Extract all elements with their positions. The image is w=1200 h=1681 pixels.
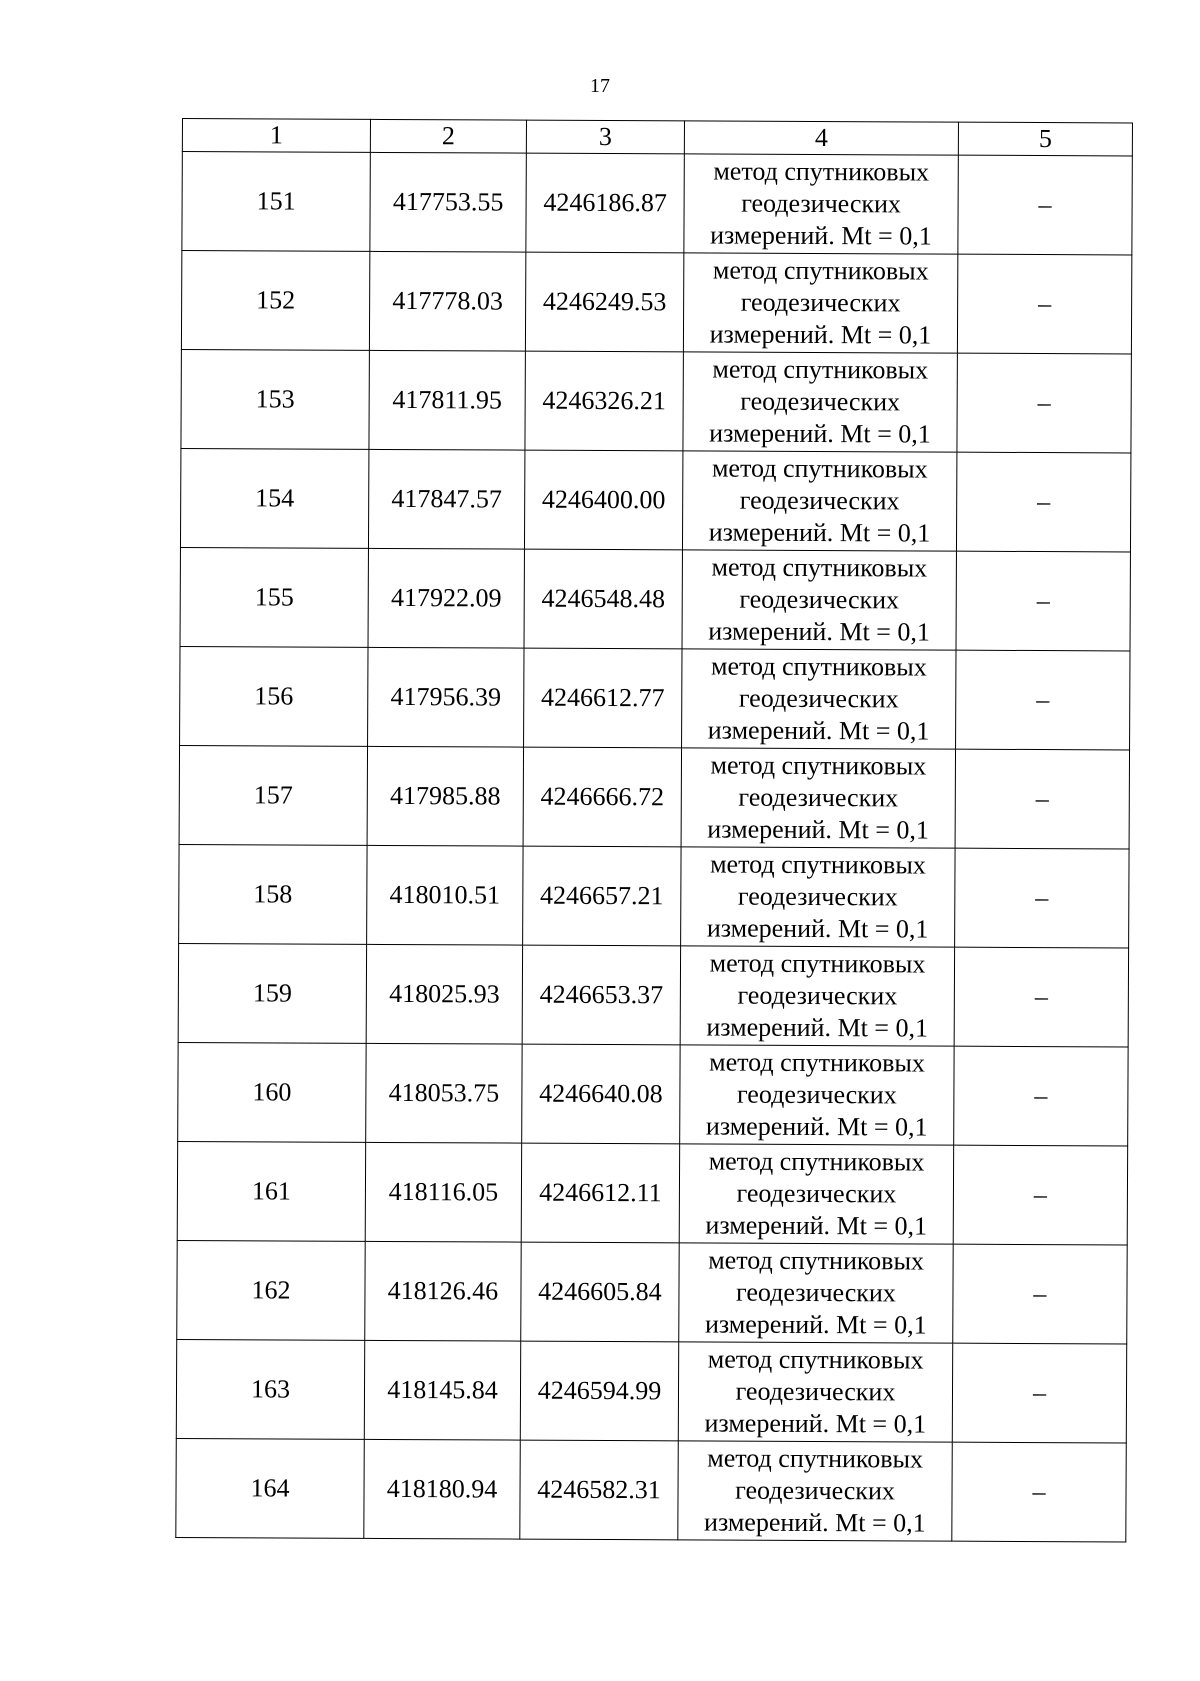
point-number-cell: 156 xyxy=(180,646,368,746)
x-coordinate-cell: 417811.95 xyxy=(369,350,525,450)
method-line: измерений. Mt = 0,1 xyxy=(707,715,930,746)
table-row xyxy=(179,745,1129,848)
method-line: измерений. Mt = 0,1 xyxy=(707,814,930,845)
method-line: метод спутниковых xyxy=(710,750,927,781)
point-number-cell: 158 xyxy=(179,844,367,944)
method-line: измерений. Mt = 0,1 xyxy=(706,1012,929,1043)
method-line: измерений. Mt = 0,1 xyxy=(704,1507,926,1538)
x-coordinate-cell: 417753.55 xyxy=(370,152,526,252)
table-row xyxy=(176,1438,1126,1541)
description-cell: – xyxy=(953,1145,1127,1245)
method-line: метод спутниковых xyxy=(708,1245,925,1276)
method-line: измерений. Mt = 0,1 xyxy=(709,418,931,449)
table-row xyxy=(177,1141,1127,1244)
method-line: геодезических xyxy=(738,782,899,813)
method-line: метод спутниковых xyxy=(713,156,930,187)
method-line: метод спутниковых xyxy=(711,453,928,484)
method-line: геодезических xyxy=(740,287,901,318)
x-coordinate-cell: 418053.75 xyxy=(366,1043,522,1143)
y-coordinate-cell: 4246186.87 xyxy=(526,153,684,253)
point-number-cell: 153 xyxy=(181,349,369,449)
table-row xyxy=(180,448,1130,551)
method-cell xyxy=(680,946,954,1046)
point-number-cell: 163 xyxy=(176,1339,364,1439)
description-cell: – xyxy=(954,1046,1128,1146)
description-cell: – xyxy=(957,254,1131,354)
description-cell: – xyxy=(956,452,1130,552)
method-line: геодезических xyxy=(741,188,902,219)
method-line: геодезических xyxy=(736,1178,897,1209)
method-line: геодезических xyxy=(737,881,898,912)
y-coordinate-cell: 4246582.31 xyxy=(520,1440,678,1540)
method-line: метод спутниковых xyxy=(710,651,927,682)
method-line: метод спутниковых xyxy=(709,1047,925,1078)
method-cell xyxy=(684,154,958,254)
description-cell: – xyxy=(957,353,1131,453)
y-coordinate-cell: 4246605.84 xyxy=(521,1242,679,1342)
method-line: геодезических xyxy=(735,1475,895,1506)
table-row xyxy=(177,1240,1127,1343)
column-header-1: 1 xyxy=(182,119,370,153)
table-row xyxy=(180,547,1130,650)
method-cell xyxy=(681,847,955,947)
point-number-cell: 155 xyxy=(180,547,368,647)
method-line: геодезических xyxy=(737,980,898,1011)
method-line: геодезических xyxy=(740,386,901,417)
method-line: измерений. Mt = 0,1 xyxy=(704,1309,927,1340)
y-coordinate-cell: 4246653.37 xyxy=(522,945,680,1045)
method-cell xyxy=(681,748,955,848)
method-line: метод спутниковых xyxy=(709,948,926,979)
method-line: измерений. Mt = 0,1 xyxy=(705,1210,928,1241)
description-cell: – xyxy=(955,848,1129,948)
method-line: метод спутниковых xyxy=(711,552,928,583)
x-coordinate-cell: 418145.84 xyxy=(364,1340,520,1440)
table-body xyxy=(176,152,1133,1542)
method-cell xyxy=(683,253,957,353)
method-cell xyxy=(683,352,957,452)
table-row xyxy=(178,1042,1128,1145)
y-coordinate-cell: 4246400.00 xyxy=(524,450,682,550)
x-coordinate-cell: 417985.88 xyxy=(367,746,523,846)
method-line: геодезических xyxy=(735,1376,896,1407)
y-coordinate-cell: 4246612.77 xyxy=(524,648,682,748)
y-coordinate-cell: 4246249.53 xyxy=(525,252,683,352)
method-line: геодезических xyxy=(739,584,900,615)
x-coordinate-cell: 418025.93 xyxy=(366,944,522,1044)
method-cell xyxy=(682,451,956,551)
y-coordinate-cell: 4246594.99 xyxy=(520,1341,678,1441)
column-header-3: 3 xyxy=(526,120,684,154)
method-line: измерений. Mt = 0,1 xyxy=(709,319,932,350)
method-line: геодезических xyxy=(736,1277,896,1308)
y-coordinate-cell: 4246666.72 xyxy=(523,747,681,847)
column-header-2: 2 xyxy=(370,119,526,153)
x-coordinate-cell: 417778.03 xyxy=(369,251,525,351)
table-row xyxy=(180,646,1130,749)
description-cell: – xyxy=(953,1244,1127,1344)
description-cell: – xyxy=(952,1343,1126,1443)
point-number-cell: 162 xyxy=(177,1240,365,1340)
point-number-cell: 152 xyxy=(181,251,369,351)
x-coordinate-cell: 418010.51 xyxy=(367,845,523,945)
x-coordinate-cell: 418116.05 xyxy=(365,1142,521,1242)
page-number: 17 xyxy=(590,75,610,97)
method-line: измерений. Mt = 0,1 xyxy=(706,913,929,944)
description-cell: – xyxy=(956,551,1130,651)
method-line: геодезических xyxy=(736,1079,897,1110)
header-row xyxy=(182,119,1132,156)
x-coordinate-cell: 418180.94 xyxy=(364,1439,520,1539)
y-coordinate-cell: 4246657.21 xyxy=(523,846,681,946)
table-row xyxy=(182,152,1132,255)
method-line: метод спутниковых xyxy=(707,1344,924,1375)
description-cell: – xyxy=(952,1442,1126,1542)
point-number-cell: 161 xyxy=(177,1141,365,1241)
method-line: измерений. Mt = 0,1 xyxy=(705,1111,928,1142)
table-row xyxy=(181,251,1131,354)
point-number-cell: 160 xyxy=(178,1042,366,1142)
table-header xyxy=(182,119,1132,156)
table-row xyxy=(181,349,1131,452)
method-line: измерений. Mt = 0,1 xyxy=(710,220,932,251)
method-cell xyxy=(682,649,956,749)
y-coordinate-cell: 4246326.21 xyxy=(525,351,683,451)
table-row xyxy=(176,1339,1126,1442)
method-line: измерений. Mt = 0,1 xyxy=(704,1408,927,1439)
method-cell xyxy=(678,1342,952,1442)
y-coordinate-cell: 4246548.48 xyxy=(524,549,682,649)
y-coordinate-cell: 4246640.08 xyxy=(522,1044,680,1144)
method-cell xyxy=(680,1045,954,1145)
method-cell xyxy=(679,1243,953,1343)
x-coordinate-cell: 417847.57 xyxy=(368,449,524,549)
description-cell: – xyxy=(956,650,1130,750)
method-cell xyxy=(679,1144,953,1244)
method-cell xyxy=(682,550,956,650)
method-line: метод спутниковых xyxy=(708,1146,925,1177)
column-header-4: 4 xyxy=(684,121,958,155)
method-cell xyxy=(678,1441,952,1541)
description-cell: – xyxy=(958,155,1132,255)
method-line: метод спутниковых xyxy=(712,354,929,385)
x-coordinate-cell: 418126.46 xyxy=(365,1241,521,1341)
method-line: геодезических xyxy=(738,683,899,714)
method-line: геодезических xyxy=(739,485,900,516)
point-number-cell: 154 xyxy=(180,448,368,548)
description-cell: – xyxy=(955,749,1129,849)
method-line: измерений. Mt = 0,1 xyxy=(708,517,931,548)
x-coordinate-cell: 417956.39 xyxy=(368,647,524,747)
method-line: метод спутниковых xyxy=(712,255,929,286)
method-line: метод спутниковых xyxy=(707,1443,924,1474)
y-coordinate-cell: 4246612.11 xyxy=(521,1143,679,1243)
table-row xyxy=(179,844,1129,947)
table-row xyxy=(178,943,1128,1046)
description-cell: – xyxy=(954,947,1128,1047)
method-line: метод спутниковых xyxy=(710,849,926,880)
x-coordinate-cell: 417922.09 xyxy=(368,548,524,648)
coordinates-table xyxy=(175,118,1133,1542)
column-header-5: 5 xyxy=(958,122,1132,156)
point-number-cell: 157 xyxy=(179,745,367,845)
point-number-cell: 164 xyxy=(176,1438,364,1538)
point-number-cell: 159 xyxy=(178,943,366,1043)
method-line: измерений. Mt = 0,1 xyxy=(708,616,930,647)
point-number-cell: 151 xyxy=(182,152,370,252)
